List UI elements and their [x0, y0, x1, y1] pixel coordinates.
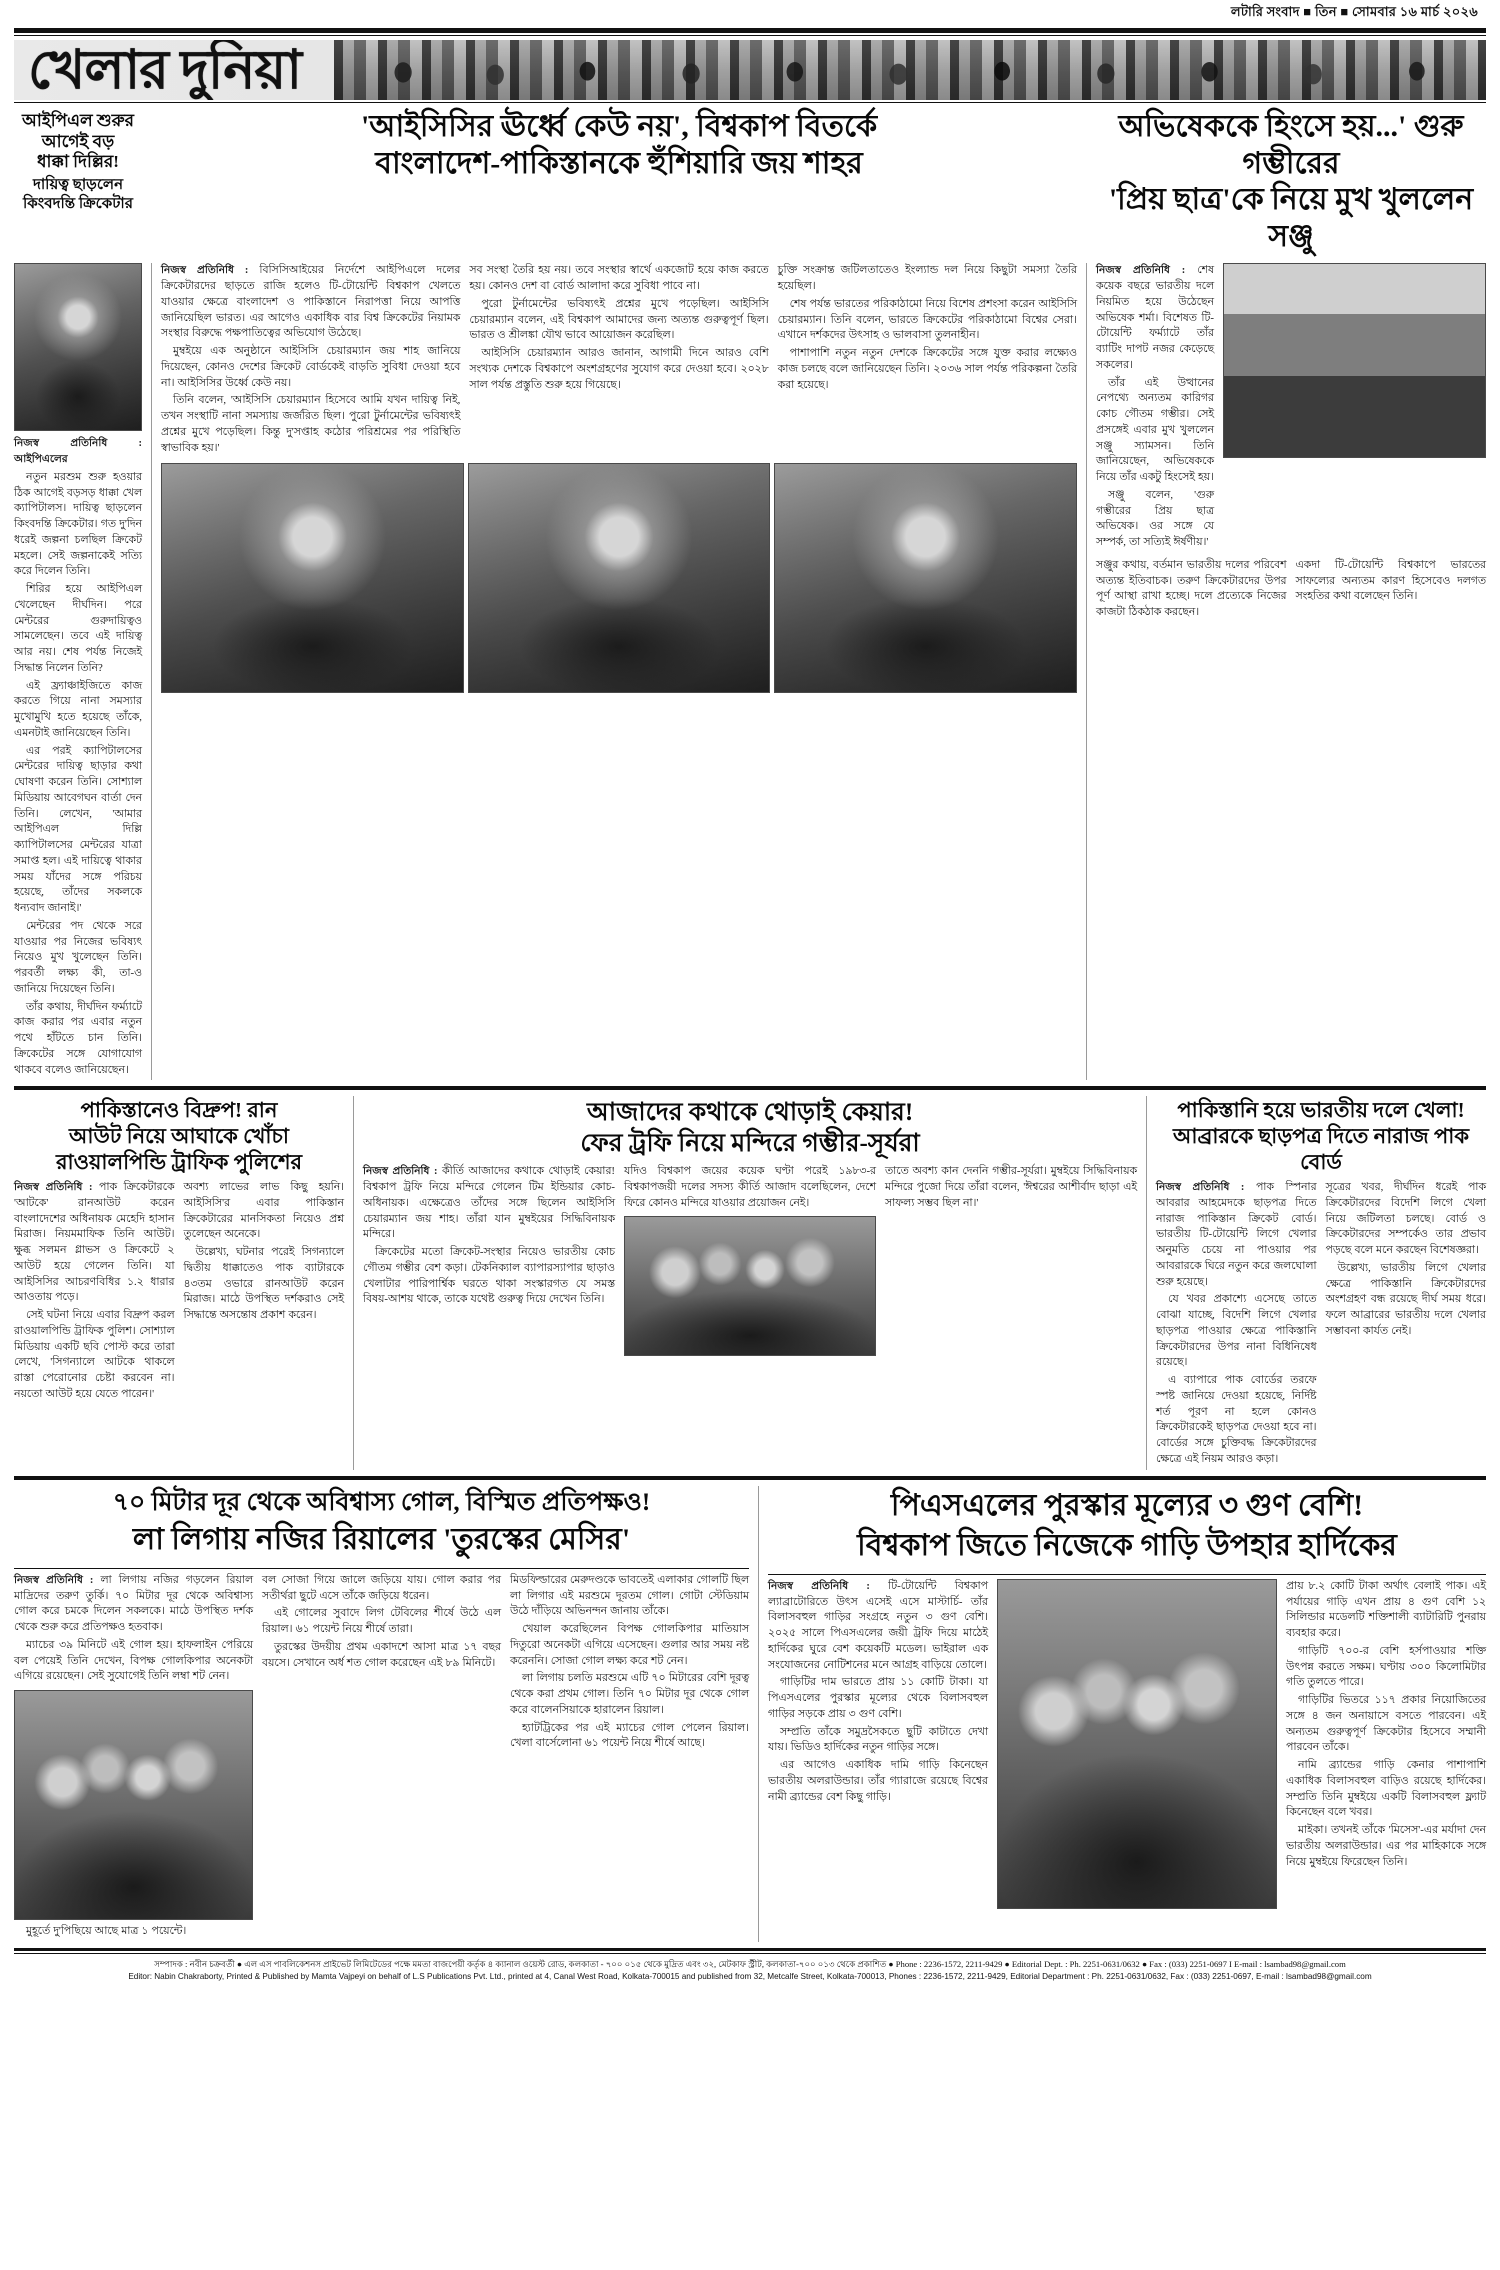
para: পুরো টুর্নামেন্টের ভবিষ্যৎই প্রশ্নের মুখে পড়েছিল। আইসিসি চেয়ারম্যান বলেন, এই বিশ্বকাপ আমাদের জন্য অত্যন্ত গুরুত্বপূর্ণ ছিল। ভারত ও শ্রীলঙ্কা যৌথ ভাবে আয়োজন করেছিল। [469, 297, 769, 342]
kicker: পিএসএলের পুরস্কার মূল্যের ৩ গুণ বেশি! [890, 1488, 1364, 1522]
lead-body-row [14, 263, 1486, 1080]
mid-1-col-1 [14, 1180, 175, 1405]
bottom-left-col-1 [14, 1573, 253, 1942]
footer-rule-thick [14, 1948, 1486, 1951]
para: নামি ব্র্যান্ডের গাড়ি কেনার পাশাপাশি একাধিক বিলাসবহুল বাড়িও রয়েছে হার্দিকের। সম্প্রতি তিনি মুম্বইয়ে একটি বিলাসবহুল ফ্ল্যাট কিনেছেন বলে খবর। [1286, 1759, 1486, 1819]
bottom-right-head [768, 1486, 1486, 1570]
byline: নিজস্ব প্রতিনিধি : [1096, 265, 1186, 277]
lead-left-kicker [14, 109, 142, 255]
center-headline-line-2: বাংলাদেশ-পাকিস্তানকে হুঁশিয়ারি জয় শাহর [375, 146, 863, 180]
para: উল্লেখ্য, ভারতীয় লিগে খেলার ক্ষেত্রে পাকিস্তানি ক্রিকেটারদের অংশগ্রহণ বন্ধ রয়েছে দীর্ঘ সময় ধরে। ফলে আব্রারের ভারতীয় দলে খেলার সম্ভাবনা কার্যত নেই। [1325, 1261, 1486, 1337]
para: আইসিসি চেয়ারম্যান আরও জানান, আগামী দিনে আরও বেশি সংখ্যক দেশকে বিশ্বকাপে অংশগ্রহণের সুযোগ করে দেওয়া হবে। ২০২৮ সাল পর্যন্ত প্রস্তুতি শুরু হয়ে গিয়েছে। [469, 347, 769, 391]
bottom-story-laliga [14, 1486, 749, 1942]
kicker-line-5: কিংবদন্তি ক্রিকেটার [23, 195, 133, 212]
para: বল সোজা গিয়ে জালে জড়িয়ে যায়। গোল করার পর সতীর্থরা ছুটে এসে তাঁকে জড়িয়ে ধরেন। [262, 1573, 501, 1602]
para: ক্রিকেটের মতো ক্রিকেট-সংস্থার নিয়েও ভারতীয় কোচ গৌতম গম্ভীর বেশ কড়া। টেকনিক্যাল ব্যাপারস্যাপার ছাড়াও খেলাটার পারিপার্শ্বিক ঘরতে থাকা সংস্কারগত যে সমস্ত বিষয়-আশয় থাকে, তাকে যথেষ্ট গুরুত্ব দিয়ে দেখেন তিনি। [363, 1246, 615, 1306]
section-divider-1 [14, 1086, 1486, 1090]
para: টি-টোয়েন্টি বিশ্বকাপ ল্যাব্রাটোরিতে উৎস এসেই এসে মাস্টার্চি- তাঁর বিলাসবহুল গাড়ির সংগ্রহে নতুন ৩ গুণ বেশি। ২০২৫ সালে পিএসএলের জয়ী ট্রফি দিয়ে মাঠেই হার্দিকের ঘুরে বেশ কয়েকটি মডেল। ভাইরাল এক সংযোজনের নোটিশনের মনে আগ্রহ বাড়িয়ে তোলে। [768, 1579, 988, 1671]
para: তাঁর এই উত্থানের নেপথ্যে অন্যতম কারিগর কোচ গৌতম গম্ভীর। সেই প্রসঙ্গেই এবার মুখ খুললেন সঞ্জু স্যামসন। তিনি জানিয়েছেন, অভিষেককে নিয়ে তাঁর একটু হিংসেই হয়। [1096, 376, 1214, 484]
column-divider [353, 1096, 354, 1469]
mid-story-pakistan-traffic [14, 1096, 344, 1404]
mid-2-col-2 [624, 1164, 876, 1359]
lead-center-column [161, 263, 1077, 693]
para: মিডফিল্ডারের মেরুদণ্ডকে ভাবতেই এলাকার গোলটি ছিল লা লিগার এই মরশুমে দূরতম গোল। গোটা স্টেডিয়াম উঠে দাঁড়িয়ে অভিনন্দন জানায় তাঁকে। [510, 1573, 749, 1618]
lead-portrait-row [161, 463, 1077, 693]
para: মাইকা। তখনই তাঁকে 'মিসেস'-এর মর্যাদা দেন ভারতীয় অলরাউন্ডার। এর পর মাহিকাকে সঙ্গে নিয়ে মুম্বইয়ে ফিরেছেন তিনি। [1286, 1824, 1486, 1868]
bottom-left-head [14, 1486, 749, 1564]
column-divider [1086, 263, 1087, 1080]
column-divider [1146, 1096, 1147, 1469]
section-divider-2 [14, 1476, 1486, 1480]
para: সূত্রের খবর, দীর্ঘদিন ধরেই পাক ক্রিকেটারদের বিদেশি লিগে খেলা নিয়ে জটিলতা চলছে। বোর্ড ও ক্রিকেটারদের সম্পর্কেও তার প্রভাব পড়ছে বলে মনে করছেন বিশেষজ্ঞরা। [1325, 1181, 1486, 1257]
para: অবশ্য লাভের লাভ কিছু হয়নি। আইসিসি'র এবার পাকিস্তান ক্রিকেটারের মানসিকতা নিয়েও প্রশ্ন তুলেছেন অনেকে। [183, 1181, 344, 1241]
right-headline-line-2: 'প্রিয় ছাত্র'কে নিয়ে মুখ খুললেন সঞ্জু [1108, 183, 1474, 253]
mid-1-col-2 [184, 1180, 345, 1405]
headline: লা লিগায় নজির রিয়ালের 'তুরস্কের মেসির' [132, 1523, 631, 1557]
photo-cricketer-portrait [14, 263, 142, 431]
mid-story-abrar-clearance [1156, 1096, 1486, 1469]
para: সঞ্জু বলেন, 'গুরু গম্ভীরের প্রিয় ছাত্র অভিষেক। ওর সঙ্গে যে সম্পর্ক, তা সত্যিই ঈর্ষণীয়।' [1096, 488, 1214, 549]
right-headline-line-1: অভিষেককে হিংসে হয়...' গুরু গম্ভীরের [1118, 110, 1464, 180]
mid-2-col-1 [363, 1164, 615, 1359]
bottom-right-col-1 [768, 1579, 988, 1909]
bottom-right-photo-wrap [997, 1579, 1277, 1909]
headline-line-1: পাকিস্তানেও বিদ্রুপ! রান [80, 1098, 278, 1123]
colophon-english: Editor: Nabin Chakraborty, Printed & Published by Mamta Vajpeyi on behalf of L.S Publications Pvt. Ltd., printed at 4, Canal West Road, Kolkata-700015 and published from 32, Metcalfe Street, Kolkata-700013, Phones : 2236-1572, 2211-9429, Editorial Department : Ph. 2251-0631/0632, Fax : (033) 2251-0697, E-mail : lsambad98@gmail.com [128, 1972, 1372, 1982]
lead-left-text [14, 436, 142, 1078]
para: মেন্টরের পদ থেকে সরে যাওয়ার পর নিজের ভবিষ্যৎ নিয়েও মুখ খুলেছেন তিনি। পরবর্তী লক্ষ্য কী, তা-ও জানিয়ে দিয়েছেন তিনি। [14, 919, 142, 995]
para: যে খবর প্রকাশ্যে এসেছে তাতে বোঝা যাচ্ছে, বিদেশি লিগে খেলার ছাড়পত্র পাওয়ার ক্ষেত্রে পাকিস্তানি ক্রিকেটারদের উপর নানা বিধিনিষেধ রয়েছে। [1156, 1293, 1317, 1369]
para: তুরস্কের উদয়ীয় প্রথম একাদশে আসা মাত্র ১৭ বছর বয়সে। সেখানে অর্ধ শত গোল করেছেন এই ৮৯ মিনিটে। [262, 1640, 501, 1669]
bottom-left-col-2 [262, 1573, 501, 1942]
para: খেয়াল করেছিলেন বিপক্ষ গোলকিপার মাতিয়াস দিতুরো অনেকটা এগিয়ে এসেছেন। গুলার আর সময় নষ্ট করেননি। সোজা গোল লক্ষ্য করে শট নেন। [510, 1623, 749, 1667]
photo-official-2 [468, 463, 771, 693]
para: এর পরই ক্যাপিটালসের মেন্টরের দায়িত্ব ছাড়ার কথা ঘোষণা করেন তিনি। সোশ্যাল মিডিয়ায় আবেগঘন বার্তা দেন তিনি। লেখেন, 'আমার আইপিএল দিল্লি ক্যাপিটালসের মেন্টরের যাত্রা সমাপ্ত হল। এই দায়িত্বে থাকার সময় যাঁদের সঙ্গে পরিচয় হয়েছে, তাঁদের সকলকে ধন্যবাদ জানাই।' [14, 744, 142, 915]
lead-right-col-a [1096, 558, 1287, 623]
para: হ্যাটট্রিকের পর এই ম্যাচের গোল পেলেন রিয়াল। খেলা বার্সেলোনা ৬১ পয়েন্ট নিয়ে শীর্ষে আছে। [510, 1721, 749, 1750]
para: তিনি বলেন, 'আইসিসি চেয়ারম্যান হিসেবে আমি যখন দায়িত্ব নিই, তখন সংস্থাটি নানা সমস্যায় জর্জরিত ছিল। পুরো টুর্নামেন্টের ভবিষ্যৎই প্রশ্নের মুখে পড়েছিল। কিন্তু দু'সপ্তাহ কঠোর পরিশ্রমের পর পরিস্থিতি স্বাভাবিক হয়।' [161, 394, 461, 454]
byline: নিজস্ব প্রতিনিধি : [14, 1574, 94, 1586]
photo-hardik-couple [997, 1579, 1277, 1909]
mid-story-2-head [363, 1096, 1137, 1164]
mid-story-1-body [14, 1180, 344, 1405]
byline: নিজস্ব প্রতিনিধি : [363, 1166, 438, 1178]
para: উল্লেখ্য, ঘটনার পরেই সিগন্যালে দ্বিতীয় ধাক্কাতেও পাক ব্যাটারকে ৪৩তম ওভারে রানআউট করেন মিরাজ। মাঠে উপস্থিত দর্শকরাও সেই সিদ্ধান্তে অসন্তোষ প্রকাশ করেন। [183, 1246, 344, 1322]
headline-line-1: আজাদের কথাকে থোড়াই কেয়ার! [586, 1099, 914, 1127]
para: গাড়িটির দাম ভারতে প্রায় ১১ কোটি টাকা। যা পিএসএলের পুরস্কার মূল্যের থেকে বিলাসবহুল গাড়ির সড়কে প্রায় ৩ গুণ বেশি। [768, 1676, 988, 1720]
mid-story-1-head [14, 1096, 344, 1180]
byline: নিজস্ব প্রতিনিধি : [1156, 1182, 1245, 1194]
para: পাশাপাশি নতুন নতুন দেশকে ক্রিকেটের সঙ্গে যুক্ত করার লক্ষ্যেও কাজ চলছে বলে জানিয়েছেন তিনি। ২০৩৬ সাল পর্যন্ত পরিকল্পনা তৈরি করা হয়েছে। [777, 347, 1077, 391]
lead-center-text-row [161, 263, 1077, 458]
lead-right-col-b [1296, 558, 1487, 623]
kicker-line-4: দায়িত্ব ছাড়লেন [32, 177, 124, 194]
para: যদিও বিশ্বকাপ জয়ের কয়েক ঘণ্টা পরেই ১৯৮৩-র বিশ্বকাপজয়ী দলের সদস্য কীর্তি আজাদ বলেছিলেন, দেশে ফিরে কোনও মন্দিরে যাওয়ার প্রয়োজন নেই। [624, 1165, 876, 1209]
headline-line-2: ফের ট্রফি নিয়ে মন্দিরে গম্ভীর-সূর্যরা [580, 1129, 920, 1157]
lead-headline-row [14, 109, 1486, 255]
para: লা লিগায় নজির গড়লেন রিয়াল মাদ্রিদের তরুণ তুর্কি। ৭০ মিটার দূর থেকে অবিশ্বাস্য গোল করে চমকে দিলেন সকলকে। মাঠে উপস্থিত দর্শক থেকে শুরু করে প্রতিপক্ষও হতবাক। [14, 1573, 253, 1634]
mid-story-2-body [363, 1164, 1137, 1359]
para: পাক ক্রিকেটারকে 'আটকে' রানআউট করেন বাংলাদেশের অধিনায়ক মেহেদি হাসান মিরাজ। নিয়মমাফিক তিনি আউট। ক্ষুব্ধ সলমন গ্লাভস ও ক্রিকেটে ২ আউট হয়ে গেলেন তিনি। যা আইসিসির আচরণবিধির ১.২ ধারার আওতায় পড়ে। [14, 1181, 175, 1304]
para: চুক্তি সংক্রান্ত জটিলতাতেও ইংল্যান্ড দল নিয়ে কিছুটা সমস্যা তৈরি হয়েছিল। [777, 264, 1077, 293]
para: শেষ পর্যন্ত ভারতের পরিকাঠামো নিয়ে বিশেষ প্রশংসা করেন আইসিসি চেয়ারম্যান। তিনি বলেন, ভারতে ক্রিকেটের পরিকাঠামো বিশ্বের সেরা। এখানে দর্শকদের উৎসাহ ও ভালবাসা তুলনাহীন। [777, 297, 1077, 342]
headline-line-3: রাওয়ালপিন্ডি ট্রাফিক পুলিশের [55, 1149, 303, 1174]
mid-story-3-head [1156, 1096, 1486, 1180]
byline: নিজস্ব প্রতিনিধি : [768, 1580, 870, 1592]
para: প্রায় ৮.২ কোটি টাকা অর্থাৎ বেলাই পাক। এই পর্যায়ের গাড়ি এখন প্রায় ৪ গুণ বেশি ১২ সিলিন্ডার মডেলটি শক্তিশালী ব্যাটারিটি পুনরায় ব্যবহার করে। [1286, 1579, 1486, 1640]
para: একদা টি-টোয়েন্টি বিশ্বকাপে ভারতের সাফল্যের অন্যতম কারণ হিসেবেও দলগত সংহতির কথা বলেছেন তিনি। [1295, 558, 1486, 603]
para: নতুন মরশুম শুরু হওয়ার ঠিক আগেই বড়সড় ধাক্কা খেল ক্যাপিটালস। দায়িত্ব ছাড়লেন কিংবদন্তি ক্রিকেটার। গত দু'দিন ধরেই জল্পনা চলছিল ক্রিকেট মহলে। সেই জল্পনাকেই সত্যি করে দিলেন তিনি। [14, 470, 142, 578]
masthead-bottom-rule [14, 102, 1486, 103]
para: বিসিসিআইয়ের নির্দেশে আইপিএলে দলের ক্রিকেটারদের ছাড়তে রাজি হলেও টি-টোয়েন্টি বিশ্বকাপ খেলতে যাওয়ার ক্ষেত্রে বাংলাদেশ ও পাকিস্তানে নিরাপত্তা নিয়ে আপত্তি জানিয়েছিল ভারত। এর আগেও একাধিক বার বিশ্ব ক্রিকেটের নিয়ামক সংস্থার বিরুদ্ধে পক্ষপাতিত্বের অভিযোগ উঠেছে। [161, 264, 461, 340]
kicker: ৭০ মিটার দূর থেকে অবিশ্বাস্য গোল, বিস্মিত প্রতিপক্ষও! [112, 1488, 651, 1516]
lead-right-column [1096, 263, 1486, 623]
column-divider [151, 263, 152, 1080]
kicker-line-1: আইপিএল শুরুর [22, 111, 134, 130]
mid-story-temple-trophy [363, 1096, 1137, 1359]
colophon-bengali: সম্পাদক : নবীন চক্রবর্তী ● এল এস পাবলিকেশনস প্রাইভেট লিমিটেডের পক্ষে মমতা বাজপেয়ী কর্তৃক ৪ ক্যানাল ওয়েস্ট রোড, কলকাতা - ৭০০ ০১৫ থেকে মুদ্রিত এবং ৩২, মেটকাফ স্ট্রীট, কলকাতা-৭০০ ০১৩ থেকে প্রকাশিত ● Phone : 2236-1572, 2211-9429 ● Editorial Dept. : Ph. 2251-0631/0632 ● Fax : (033) 2251-0697 I E-mail : lsambad98@gmail.com [154, 1958, 1346, 1969]
photo-official-3 [774, 463, 1077, 693]
para: এ ব্যাপারে পাক বোর্ডের তরফে স্পষ্ট জানিয়ে দেওয়া হয়েছে, নির্দিষ্ট শর্ত পূরণ না হলে কোনও ক্রিকেটারকেই ছাড়পত্র দেওয়া হবে না। বোর্ডের সঙ্গে চুক্তিবদ্ধ ক্রিকেটারদের ক্ষেত্রে এই নিয়ম আরও কড়া। [1156, 1374, 1317, 1465]
kicker-line-3: ধাক্কা দিল্লির! [37, 152, 119, 172]
top-rule-thick [14, 28, 1486, 33]
bottom-story-hardik-car [768, 1486, 1486, 1909]
photo-temple-visit [624, 1216, 876, 1356]
dateline-row [14, 0, 1486, 26]
colophon [14, 1954, 1486, 1984]
headline-line-2: আব্রারকে ছাড়পত্র দিতে নারাজ পাক বোর্ড [1172, 1123, 1470, 1174]
headline: বিশ্বকাপ জিতে নিজেকে গাড়ি উপহার হার্দিকের [857, 1529, 1397, 1563]
hairline [768, 1574, 1486, 1575]
mid-3-col-1 [1156, 1180, 1317, 1470]
para: শেষ কয়েক বছরে ভারতীয় দলে নিয়মিত হয়ে উঠেছেন অভিষেক শর্মা। বিশেষত টি-টোয়েন্টি ফর্ম্যাটে তাঁর ব্যাটিং দাপট নজর কেড়েছে সকলের। [1096, 264, 1214, 371]
photo-official-1 [161, 463, 464, 693]
lead-right-inner [1096, 263, 1486, 553]
para: এই ফ্র্যাঞ্চাইজিতে কাজ করতে গিয়ে নানা সমস্যার মুখোমুখি হতে হয়েছে তাঁকে, এমনটাই জানিয়েছেন তিনি। [14, 679, 142, 739]
para: সম্প্রতি তাঁকে সমুদ্রসৈকতে ছুটি কাটাতে দেখা যায়। ভিডিও হার্দিকের নতুন গাড়ির সঙ্গে। [768, 1725, 988, 1754]
dateline-text: লটারি সংবাদ ■ তিন ■ সোমবার ১৬ মার্চ ২০২৬ [1230, 3, 1478, 19]
para: সঞ্জুর কথায়, বর্তমান ভারতীয় দলের পরিবেশ অত্যন্ত ইতিবাচক। তরুণ ক্রিকেটারদের উপর পূর্ণ আস্থা রাখা হচ্ছে। দলে প্রত্যেকে নিজের কাজটা ঠিকঠাক করছেন। [1096, 558, 1287, 619]
column-divider [758, 1486, 759, 1942]
lead-right-headline [1096, 109, 1486, 255]
photo-real-madrid-celebration [14, 1690, 253, 1920]
para: পাক স্পিনার আবরার আহমেদকে ছাড়পত্র দিতে নারাজ পাকিস্তান ক্রিকেট বোর্ড। ভারতীয় টি-টোয়েন্টি লিগে খেলার অনুমতি চেয়ে না পাওয়ার পর আবরারকে ঘিরে নতুন করে জলঘোলা শুরু হয়েছে। [1156, 1181, 1317, 1288]
para: গাড়িটির ভিতরে ১১৭ প্রকার নিয়োজিতের সঙ্গে ৪ জন অনায়াসে বসতে পারবেন। এই অন্যতম গুরুত্বপূর্ণ ক্রিকেটার হিসেবে সম্মানী পারবেন তাঁকে। [1286, 1694, 1486, 1754]
bottom-band [14, 1486, 1486, 1942]
mid-band [14, 1096, 1486, 1469]
para: কীর্তি আজাদের কথাকে থোড়াই কেয়ার! বিশ্বকাপ ট্রফি নিয়ে মন্দিরে গেলেন টিম ইন্ডিয়ার কোচ-অধিনায়ক। এক্ষেত্রেও তাঁদের সঙ্গে ছিলেন আইসিসি চেয়ারম্যান জয় শাহ। তাঁরা যান মুম্বইয়ের সিদ্ধিবিনায়ক মন্দিরে। [363, 1165, 615, 1241]
lead-center-col-3 [778, 263, 1077, 458]
para: মুম্বইয়ে এক অনুষ্ঠানে আইসিসি চেয়ারম্যান জয় শাহ জানিয়ে দিয়েছেন, কোনও দেশের ক্রিকেট বোর্ডকেই বাড়তি সুবিধা দেওয়া হবে না। আইসিসির উর্ধ্বে কেউ নয়। [161, 345, 461, 389]
lead-center-col-2 [469, 263, 768, 458]
masthead-title: খেলার দুনিয়া [28, 40, 301, 100]
para: তাতে অবশ্য কান দেননি গম্ভীর-সূর্যরা। মুম্বইয়ে সিদ্ধিবিনায়ক মন্দিরে পুজো দিয়ে তাঁরা বলেন, 'ঈশ্বরের আশীর্বাদ ছাড়া এই সাফল্য সম্ভব ছিল না।' [885, 1165, 1137, 1209]
center-headline-line-1: 'আইসিসির ঊর্ধ্বে কেউ নয়', বিশ্বকাপ বিতর্কে [360, 110, 878, 143]
para: মুহূর্তে দু'পিছিয়ে আছে মাত্র ১ পয়েন্টে। [26, 1925, 187, 1938]
para: এই গোলের সুবাদে লিগ টেবিলের শীর্ষে উঠে এল রিয়াল। ৬১ পয়েন্ট নিয়ে শীর্ষে তারা। [262, 1607, 501, 1636]
para: এর আগেও একাধিক দামি গাড়ি কিনেছেন ভারতীয় অলরাউন্ডার। তাঁর গ্যারাজে রয়েছে বিশ্বের নামী ব্র্যান্ডের বেশ কিছু গাড়ি। [768, 1759, 988, 1803]
bottom-right-body [768, 1579, 1486, 1909]
bottom-left-col-3 [510, 1573, 749, 1942]
bottom-left-body [14, 1573, 749, 1942]
para: তাঁর কথায়, দীর্ঘদিন ফর্ম্যাটে কাজ করার পর এবার নতুন পথে হাঁটতে চান তিনি। ক্রিকেটের সঙ্গে যোগাযোগ থাকবে বলেও জানিয়েছেন। [14, 1000, 142, 1076]
para: গাড়িটি ৭০০-র বেশি হর্সপাওয়ার শক্তি উৎপন্ন করতে সক্ষম। ঘণ্টায় ৩০০ কিলোমিটার গতি তুলতে পারে। [1286, 1644, 1486, 1689]
masthead-banner [14, 40, 1486, 100]
mid-3-col-2 [1326, 1180, 1487, 1470]
bottom-right-col-3 [1286, 1579, 1486, 1909]
mid-2-col-3 [885, 1164, 1137, 1359]
lead-right-text [1096, 263, 1214, 553]
byline: নিজস্ব প্রতিনিধি : [14, 1182, 93, 1194]
mid-story-3-body [1156, 1180, 1486, 1470]
lead-left-byline: নিজস্ব প্রতিনিধি : আইপিএলের [14, 438, 142, 466]
lead-center-headline [151, 109, 1087, 255]
para: শিরির হয়ে আইপিএল খেলেছেন দীর্ঘদিন। পরে মেন্টরের গুরুদায়িত্বও সামলেছেন। তবে এই দায়িত্ব আর নয়। শেষ পর্যন্ত নিজেই সিদ্ধান্ত নিলেন তিনি? [14, 583, 142, 674]
lead-right-lower [1096, 558, 1486, 623]
para: সেই ঘটনা নিয়ে এবার বিদ্রুপ করল রাওয়ালপিন্ডি ট্রাফিক পুলিশ। সোশ্যাল মিডিয়ায় একটি ছবি পোস্ট করে তারা লেখে, 'সিগন্যালে আটকে থাকলে রাস্তা পেরোনোর চেষ্টা করবেন না। নয়তো আউট হয়ে যেতে পারেন।' [14, 1309, 175, 1400]
masthead-photo-strip [334, 40, 1486, 100]
headline-line-1: পাকিস্তানি হয়ে ভারতীয় দলে খেলা! [1177, 1098, 1465, 1123]
para: লা লিগায় চলতি মরশুমে এটি ৭০ মিটারের বেশি দূরত্ব থেকে করা প্রথম গোল। তিনি ৭০ মিটার দূর থেকে গোল করে বালেনসিয়াকে হারালেন রিয়াল। [510, 1672, 749, 1716]
hairline [14, 1568, 749, 1569]
para: সব সংস্থা তৈরি হয় নয়। তবে সংস্থার স্বার্থে একজোট হয়ে কাজ করতে হয়। কোনও দেশ বা বোর্ড আলাদা করে সুবিধা পাবে না। [469, 264, 769, 293]
byline: নিজস্ব প্রতিনিধি : [161, 265, 249, 277]
lead-center-col-1 [161, 263, 460, 458]
top-rule-thin [14, 35, 1486, 36]
headline-line-2: আউট নিয়ে আঘাকে খোঁচা [69, 1123, 289, 1148]
photo-batsmen-action [1223, 263, 1486, 458]
kicker-line-2: আগেই বড় [41, 131, 115, 151]
para: ম্যাচের ৩৯ মিনিটে এই গোল হয়। হাফলাইন পেরিয়ে বল পেয়েই তিনি দেখেন, বিপক্ষ গোলকিপার অনেকটা এগিয়ে রয়েছেন। সেই সুযোগেই তিনি লম্বা শট নেন। [14, 1638, 253, 1683]
lead-left-column [14, 263, 142, 1080]
